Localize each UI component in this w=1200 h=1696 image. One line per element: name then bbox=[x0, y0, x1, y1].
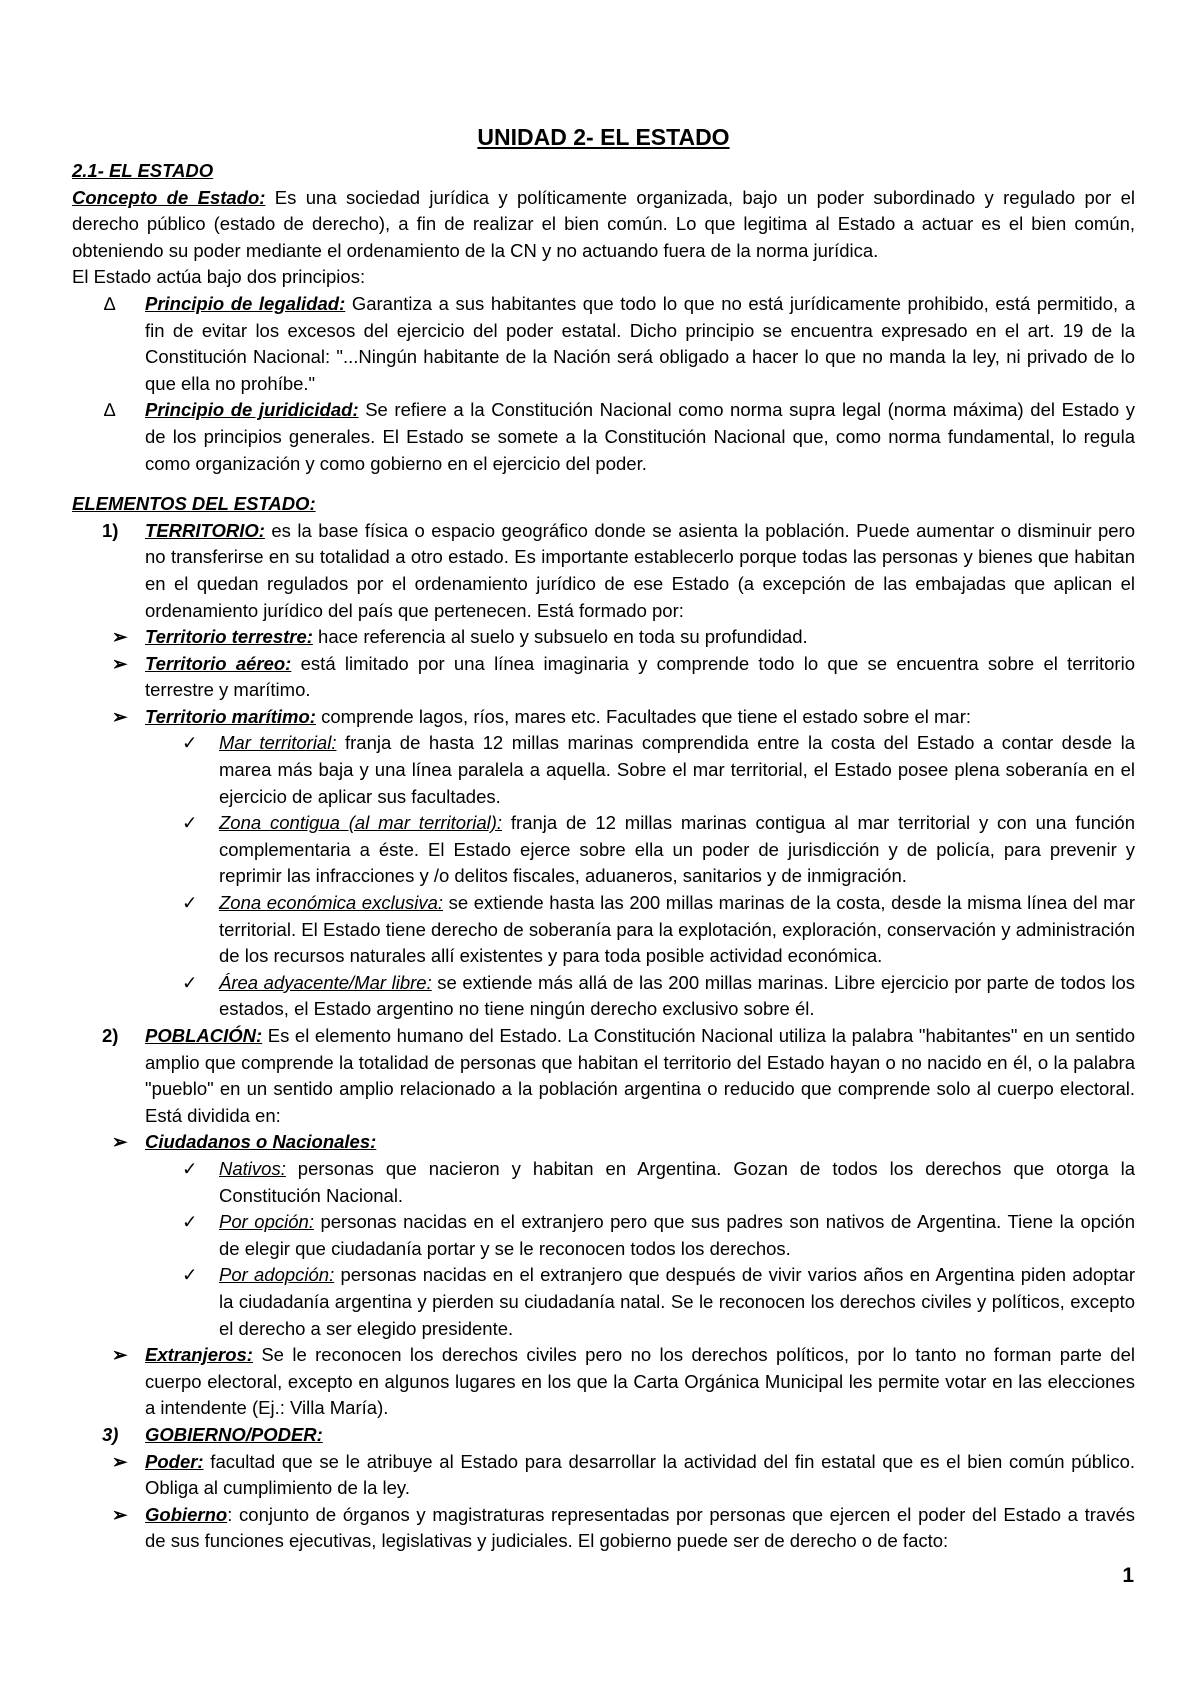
gobierno-term: Gobierno bbox=[145, 1503, 228, 1525]
mar-text: se extiende más allá de las 200 millas marinas. Libre ejercicio por parte de todos los estados, el Estado argentino no tiene ningún derecho exclusivo sobre él. bbox=[219, 971, 1135, 1020]
checkmark-bullet-icon: ✓ bbox=[182, 1157, 198, 1179]
zona-economica bbox=[72, 890, 1135, 970]
elemento-poblacion bbox=[72, 1023, 1135, 1129]
elemento-term: POBLACIÓN: bbox=[145, 1025, 263, 1046]
mar-term: Zona económica exclusiva: bbox=[219, 892, 444, 914]
territorio-text: está limitado por una línea imaginaria y comprende todo lo que se encuentra sobre el territorio terrestre y marítimo. bbox=[145, 652, 1135, 701]
gobierno-text: facultad que se le atribuye al Estado para desarrollar la actividad del fin estatal que es el bien común público. Obliga al cumplimiento de la ley. bbox=[145, 1450, 1135, 1499]
gobierno-poder bbox=[72, 1449, 1135, 1502]
checkmark-bullet-icon: ✓ bbox=[182, 1264, 198, 1286]
territorio-text: hace referencia al suelo y subsuelo en toda su profundidad. bbox=[312, 626, 808, 648]
territorio-maritimo bbox=[72, 704, 1135, 731]
checkmark-bullet-icon: ✓ bbox=[182, 812, 198, 834]
arrow-bullet-icon: ➢ bbox=[112, 1503, 128, 1525]
ciudadanos-item-text: personas que nacieron y habitan en Argentina. Gozan de todos los derechos que otorga la Constitución Nacional. bbox=[219, 1157, 1135, 1206]
ciudadanos-item-term: Nativos: bbox=[219, 1157, 286, 1179]
area-adyacente bbox=[72, 970, 1135, 1023]
principio-text: Garantiza a sus habitantes que todo lo que no está jurídicamente prohibido, está permitido, a fin de evitar los excesos del ejercicio del poder estatal. Dicho principio se encuentra expresado en el art. 19 de la Constitución Nacional: "...Ningún habitante de la Nación será obligado a hacer lo que no manda la ley, ni privado de lo que ella no prohíbe." bbox=[145, 292, 1135, 394]
document-page bbox=[72, 120, 1135, 1555]
territorio-term: Territorio marítimo: bbox=[145, 705, 316, 727]
checkmark-bullet-icon: ✓ bbox=[182, 971, 198, 993]
list-number: 1) bbox=[102, 519, 119, 541]
principio-legalidad bbox=[72, 291, 1135, 397]
principios-intro: El Estado actúa bajo dos principios: bbox=[72, 266, 366, 288]
elemento-term: TERRITORIO: bbox=[145, 519, 265, 541]
arrow-bullet-icon: ➢ bbox=[112, 626, 128, 648]
ciudadanos-item-text: personas nacidas en el extranjero pero que sus padres son nativos de Argentina. Tiene la opción de elegir que ciudadanía portar y se le reconocen todos los derechos. bbox=[219, 1211, 1135, 1259]
ciudadanos-term: Ciudadanos o Nacionales: bbox=[145, 1131, 377, 1153]
gobierno-gobierno bbox=[72, 1502, 1135, 1555]
section-heading: 2.1- EL ESTADO bbox=[72, 160, 214, 181]
ciudadanos-adopcion bbox=[72, 1262, 1135, 1342]
ciudadanos-item-text: personas nacidas en el extranjero que después de vivir varios años en Argentina piden adoptar la ciudadanía argentina y pierden su ciudadanía natal. Se le reconocen los derechos civiles y políticos, excepto el derecho a ser elegido presidente. bbox=[219, 1264, 1135, 1339]
mar-text: franja de 12 millas marinas contigua al mar territorial y con una función complementaria a éste. El Estado ejerce sobre ella un poder de jurisdicción y de policía, para prevenir y reprimir las infracciones y /o delitos fiscales, aduaneros, sanitarios y de inmigración. bbox=[219, 812, 1135, 887]
elemento-territorio bbox=[72, 518, 1135, 624]
principio-juridicidad bbox=[72, 397, 1135, 477]
concepto-paragraph bbox=[72, 185, 1135, 265]
extranjeros bbox=[72, 1342, 1135, 1422]
list-number: 3) bbox=[102, 1423, 119, 1445]
ciudadanos-heading bbox=[72, 1129, 1135, 1156]
elemento-gobierno bbox=[72, 1422, 1135, 1449]
territorio-aereo bbox=[72, 651, 1135, 704]
elemento-text: Es el elemento humano del Estado. La Constitución Nacional utiliza la palabra "habitantes" en un sentido amplio que comprende la totalidad de personas que habitan el territorio del Estado hayan o no nacido en él, o la palabra "pueblo" en un sentido amplio relacionado a la población argentina o reducido que comprende solo al cuerpo electoral. Está dividida en: bbox=[145, 1025, 1135, 1126]
elemento-text: es la base física o espacio geográfico donde se asienta la población. Puede aumentar o disminuir pero no transferirse en su totalidad a otro estado. Es importante establecerlo porque todas las personas y bienes que habitan en el quedan regulados por el ordenamiento jurídico de ese Estado (a excepción de las embajadas que aplican el ordenamiento jurídico del país que pertenecen. Está formado por: bbox=[145, 519, 1135, 621]
checkmark-bullet-icon: ✓ bbox=[182, 732, 198, 754]
zona-contigua bbox=[72, 810, 1135, 890]
principio-term: Principio de juridicidad: bbox=[145, 399, 359, 421]
arrow-bullet-icon: ➢ bbox=[112, 1131, 128, 1153]
ciudadanos-opcion bbox=[72, 1209, 1135, 1262]
ciudadanos-nativos bbox=[72, 1156, 1135, 1209]
mar-term: Área adyacente/Mar libre: bbox=[219, 971, 432, 993]
territorio-term: Territorio terrestre: bbox=[145, 626, 313, 648]
page-number: 1 bbox=[1122, 1564, 1134, 1587]
territorio-term: Territorio aéreo: bbox=[145, 652, 292, 674]
arrow-bullet-icon: ➢ bbox=[112, 1450, 128, 1472]
arrow-bullet-icon: ➢ bbox=[112, 1344, 128, 1366]
triangle-bullet-icon: ∆ bbox=[104, 399, 116, 421]
territorio-terrestre bbox=[72, 624, 1135, 651]
principio-text: Se refiere a la Constitución Nacional como norma supra legal (norma máxima) del Estado y de los principios generales. El Estado se somete a la Constitución Nacional que, como norma fundamental, lo regula como organización y como gobierno en el ejercicio del poder. bbox=[145, 399, 1136, 474]
territorio-text: comprende lagos, ríos, mares etc. Facultades que tiene el estado sobre el mar: bbox=[315, 705, 972, 727]
mar-text: se extiende hasta las 200 millas marinas de la costa, desde la misma línea del mar territorial. El Estado tiene derecho de soberanía para la explotación, exploración, conservación y administración de los recursos naturales allí existentes y para toda posible actividad económica. bbox=[219, 892, 1135, 967]
concepto-term: Concepto de Estado: bbox=[72, 186, 266, 208]
arrow-bullet-icon: ➢ bbox=[112, 652, 128, 674]
spacer bbox=[72, 477, 1135, 491]
elemento-term: GOBIERNO/PODER: bbox=[145, 1423, 323, 1445]
triangle-bullet-icon: ∆ bbox=[104, 292, 116, 314]
mar-term: Zona contigua (al mar territorial): bbox=[219, 812, 503, 834]
mar-territorial bbox=[72, 730, 1135, 810]
concepto-text: Es una sociedad jurídica y políticamente organizada, bajo un poder subordinado y regulado por el derecho público (estado de derecho), a fin de realizar el bien común. Lo que legitima al Estado a actuar es el bien común, obteniendo su poder mediante el ordenamiento de la CN y no actuando fuera de la norma jurídica. bbox=[72, 186, 1135, 261]
gobierno-text: : conjunto de órganos y magistraturas representadas por personas que ejercen el poder del Estado a través de sus funciones ejecutivas, legislativas y judiciales. El gobierno puede ser de derecho o de facto: bbox=[145, 1503, 1135, 1552]
principio-term: Principio de legalidad: bbox=[145, 292, 346, 314]
page-title: UNIDAD 2- EL ESTADO bbox=[477, 124, 730, 150]
extranjeros-term: Extranjeros: bbox=[145, 1344, 253, 1366]
arrow-bullet-icon: ➢ bbox=[112, 705, 128, 727]
ciudadanos-item-term: Por opción: bbox=[219, 1211, 314, 1233]
mar-text: franja de hasta 12 millas marinas comprendida entre la costa del Estado a contar desde la marea más baja y una línea paralela a aquella. Sobre el mar territorial, el Estado posee plena soberanía en el ejercicio de aplicar sus facultades. bbox=[219, 732, 1135, 807]
ciudadanos-item-term: Por adopción: bbox=[219, 1264, 335, 1286]
checkmark-bullet-icon: ✓ bbox=[182, 1211, 198, 1233]
list-number: 2) bbox=[102, 1025, 119, 1046]
elementos-heading: ELEMENTOS DEL ESTADO: bbox=[72, 493, 316, 515]
extranjeros-text: Se le reconocen los derechos civiles pero no los derechos políticos, por lo tanto no forman parte del cuerpo electoral, excepto en algunos lugares en los que la Carta Orgánica Municipal les permite votar en las elecciones a intendente (Ej.: Villa María). bbox=[145, 1344, 1135, 1419]
gobierno-term: Poder: bbox=[145, 1450, 204, 1472]
mar-term: Mar territorial: bbox=[219, 732, 337, 754]
checkmark-bullet-icon: ✓ bbox=[182, 892, 198, 914]
